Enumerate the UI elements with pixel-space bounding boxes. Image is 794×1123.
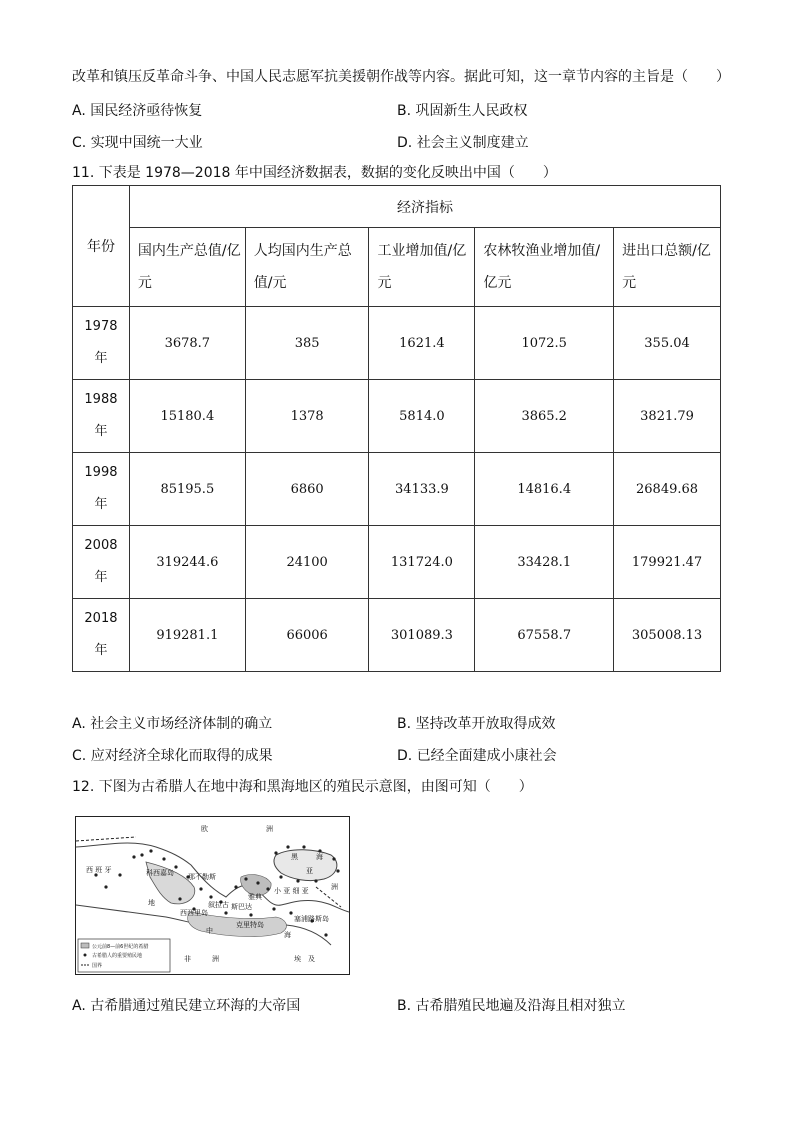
column-header: 农林牧渔业增加值/亿元: [475, 228, 614, 307]
legend-greece: 公元前8—前6世纪的希腊: [92, 944, 149, 950]
table-cell: 1621.4: [369, 307, 475, 380]
column-header: 进出口总额/亿元: [614, 228, 721, 307]
q12-option-b[interactable]: B. 古希腊殖民地遍及沿海且相对独立: [397, 998, 626, 1014]
map-legend: [78, 939, 170, 972]
table-cell: 919281.1: [129, 599, 245, 672]
map-label-africa: 非 洲: [184, 955, 219, 963]
q10-option-d[interactable]: D. 社会主义制度建立: [397, 135, 529, 151]
column-header: 人均国内生产总值/元: [245, 228, 369, 307]
table-cell: 3678.7: [129, 307, 245, 380]
table-cell: 67558.7: [475, 599, 614, 672]
table-cell: 26849.68: [614, 453, 721, 526]
map-label-crete: 克里特岛: [236, 921, 264, 929]
table-cell: 6860: [245, 453, 369, 526]
q12-stem: 12. 下图为古希腊人在地中海和黑海地区的殖民示意图，由图可知（ ）: [72, 779, 533, 795]
year-header: 年份: [73, 186, 130, 307]
table-row: [73, 526, 721, 599]
year-cell: 1988 年: [73, 380, 130, 453]
table-cell: 66006: [245, 599, 369, 672]
map-label-athens: 雅典: [248, 893, 262, 901]
q10-option-b[interactable]: B. 巩固新生人民政权: [397, 103, 528, 119]
map-label-med: 海: [284, 931, 291, 939]
table-cell: 34133.9: [369, 453, 475, 526]
table-cell: 33428.1: [475, 526, 614, 599]
table-cell: 1378: [245, 380, 369, 453]
column-header: 工业增加值/亿元: [369, 228, 475, 307]
q11-option-a[interactable]: A. 社会主义市场经济体制的确立: [72, 716, 273, 732]
map-label-sicily: 西西里岛: [180, 909, 208, 917]
q12-option-a[interactable]: A. 古希腊通过殖民建立环海的大帝国: [72, 998, 301, 1014]
table-cell: 3821.79: [614, 380, 721, 453]
table-cell: 5814.0: [369, 380, 475, 453]
economic-data-table: [72, 185, 721, 672]
table-cell: 131724.0: [369, 526, 475, 599]
greek-colonization-map: [75, 816, 350, 975]
q10-option-a[interactable]: A. 国民经济亟待恢复: [72, 103, 203, 119]
map-label-black-sea: 黑: [291, 853, 298, 861]
column-header: 国内生产总值/亿元: [129, 228, 245, 307]
map-label-europe: 欧: [201, 825, 208, 833]
table-cell: 319244.6: [129, 526, 245, 599]
map-label-sparta: 斯巴达: [231, 903, 252, 911]
table-row: [73, 307, 721, 380]
map-label-asia-minor: 小 亚 细 亚: [274, 887, 309, 895]
map-label-med: 中: [206, 927, 213, 935]
map-label-corsica: 科西嘉岛: [146, 869, 174, 877]
table-cell: 24100: [245, 526, 369, 599]
table-cell: 355.04: [614, 307, 721, 380]
map-label-asia: 亚: [306, 867, 313, 875]
year-cell: 1998 年: [73, 453, 130, 526]
table-cell: 1072.5: [475, 307, 614, 380]
q11-stem: 11. 下表是 1978—2018 年中国经济数据表，数据的变化反映出中国（ ）: [72, 165, 557, 181]
table-cell: 15180.4: [129, 380, 245, 453]
group-header: 经济指标: [129, 186, 720, 228]
table-cell: 3865.2: [475, 380, 614, 453]
year-cell: 1978 年: [73, 307, 130, 380]
table-row: [73, 453, 721, 526]
q11-option-b[interactable]: B. 坚持改革开放取得成效: [397, 716, 556, 732]
map-label-egypt: 埃 及: [294, 955, 315, 963]
map-label-black-sea: 海: [316, 853, 323, 861]
legend-colony: 古希腊人的重要殖民地: [92, 953, 143, 959]
table-cell: 14816.4: [475, 453, 614, 526]
q11-option-c[interactable]: C. 应对经济全球化而取得的成果: [72, 748, 273, 764]
map-label-naples: 那不勒斯: [188, 873, 216, 881]
legend-border: 国界: [92, 963, 103, 969]
table-cell: 301089.3: [369, 599, 475, 672]
year-cell: 2018 年: [73, 599, 130, 672]
q10-stem: 改革和镇压反革命斗争、中国人民志愿军抗美援朝作战等内容。据此可知，这一章节内容的主旨是（ ）: [72, 69, 730, 85]
table-row: [73, 380, 721, 453]
map-label-spain: 西 班 牙: [86, 866, 112, 874]
q11-option-d[interactable]: D. 已经全面建成小康社会: [397, 748, 557, 764]
map-label-cyprus: 塞浦路斯岛: [294, 915, 329, 923]
table-row: [73, 599, 721, 672]
table-cell: 179921.47: [614, 526, 721, 599]
table-cell: 385: [245, 307, 369, 380]
table-cell: 85195.5: [129, 453, 245, 526]
map-label-asia: 洲: [331, 883, 338, 891]
q10-option-c[interactable]: C. 实现中国统一大业: [72, 135, 203, 151]
map-label-europe: 洲: [266, 825, 273, 833]
table-cell: 305008.13: [614, 599, 721, 672]
map-label-med: 地: [148, 899, 155, 907]
year-cell: 2008 年: [73, 526, 130, 599]
map-label-syracuse: 叙拉古: [208, 901, 229, 909]
